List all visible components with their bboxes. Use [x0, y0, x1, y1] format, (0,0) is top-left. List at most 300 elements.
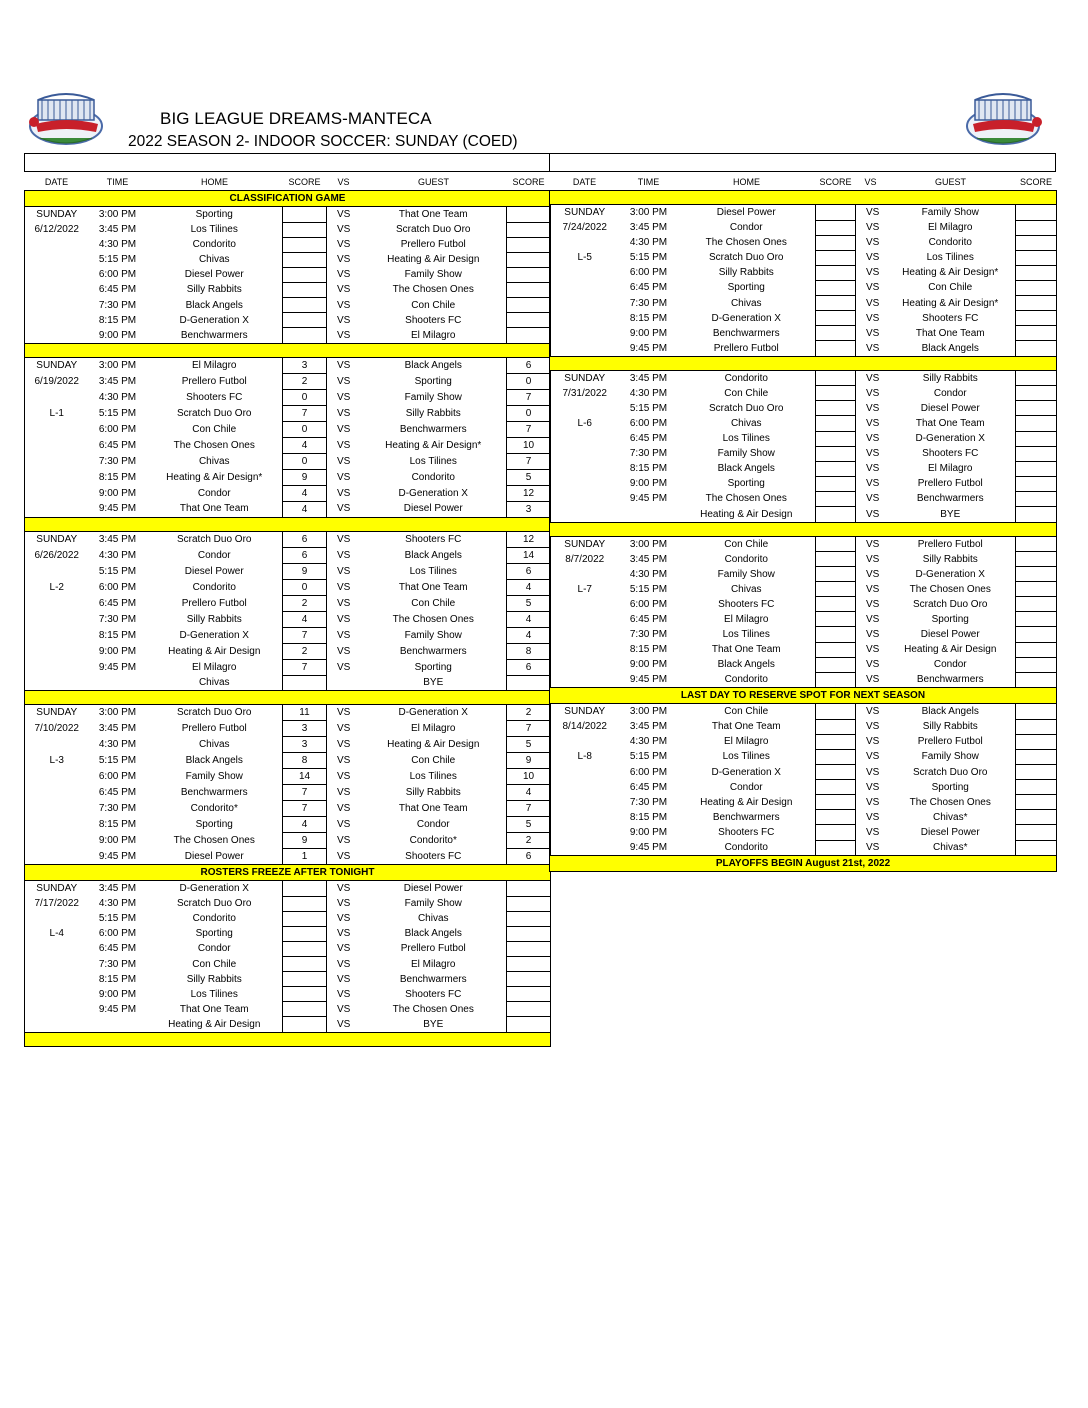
game-row [25, 753, 551, 769]
band-text: PLAYOFFS BEGIN August 21st, 2022 [550, 856, 1057, 872]
game-guest-score [1016, 280, 1057, 295]
game-guest: El Milagro [411, 958, 456, 970]
game-date: SUNDAY [550, 704, 620, 720]
game-home: Scratch Duo Oro [177, 533, 252, 545]
game-row [550, 672, 1057, 688]
left-header-box [24, 153, 550, 172]
game-date: 7/17/2022 [25, 896, 89, 911]
game-time: 9:45 PM [629, 493, 668, 505]
game-date: L-3 [25, 753, 89, 769]
game-guest-score: 5 [507, 595, 551, 611]
game-home-score: 0 [283, 453, 327, 469]
game-home-score: 7 [283, 785, 327, 801]
game-guest: D-Generation X [915, 433, 985, 445]
game-vs: VS [337, 597, 351, 609]
game-row [25, 547, 551, 563]
game-vs: VS [866, 312, 880, 324]
game-guest: That One Team [915, 327, 985, 339]
game-time: 5:15 PM [98, 913, 137, 925]
game-home-score: 4 [283, 437, 327, 453]
game-time: 6:45 PM [629, 613, 668, 625]
game-date: 7/24/2022 [550, 220, 620, 235]
game-guest: Benchwarmers [916, 493, 984, 505]
game-row [25, 389, 551, 405]
game-home-score: 11 [283, 705, 327, 721]
game-date: L-7 [550, 582, 620, 597]
game-time: 9:45 PM [629, 674, 668, 686]
game-row [25, 328, 551, 344]
game-guest: Diesel Power [403, 503, 463, 515]
game-home-score [283, 328, 327, 344]
game-guest: Shooters FC [922, 312, 979, 324]
game-vs: VS [337, 503, 351, 515]
game-vs: VS [866, 781, 880, 793]
game-time: 6:00 PM [98, 423, 137, 435]
game-row [550, 657, 1057, 672]
game-home-score [816, 265, 856, 280]
game-date [25, 627, 89, 643]
game-row [25, 849, 551, 865]
game-guest-score [1016, 205, 1057, 221]
game-vs: VS [337, 958, 351, 970]
game-vs: VS [337, 850, 351, 862]
game-date: 6/12/2022 [25, 222, 89, 237]
game-home-score [283, 881, 327, 897]
game-time: 7:30 PM [629, 796, 668, 808]
game-guest-score: 6 [507, 659, 551, 675]
game-home: The Chosen Ones [173, 439, 255, 451]
game-guest-score: 2 [507, 705, 551, 721]
game-guest: Silly Rabbits [405, 787, 461, 799]
game-guest: Condor [416, 819, 450, 831]
game-home: Benchwarmers [180, 329, 248, 341]
game-home: Sporting [195, 928, 233, 940]
game-date [550, 311, 620, 326]
game-time: 6:45 PM [98, 597, 137, 609]
game-guest-score [1016, 295, 1057, 310]
game-home: D-Generation X [179, 314, 249, 326]
game-home-score: 8 [283, 753, 327, 769]
game-home-score [816, 552, 856, 567]
game-home-score: 14 [283, 769, 327, 785]
game-home: Prellero Futbol [181, 375, 247, 387]
game-time: 9:00 PM [629, 826, 668, 838]
game-home-score [816, 341, 856, 357]
game-vs: VS [866, 508, 880, 520]
game-guest: Family Show [404, 629, 462, 641]
game-guest: Con Chile [411, 299, 456, 311]
game-time: 3:00 PM [98, 209, 137, 220]
game-row [550, 734, 1057, 749]
game-date: SUNDAY [25, 705, 89, 721]
game-home-score [283, 972, 327, 987]
game-guest-score [1016, 311, 1057, 326]
game-home: Chivas [198, 455, 230, 467]
game-row [25, 957, 551, 972]
game-date [25, 421, 89, 437]
game-vs: VS [337, 613, 351, 625]
game-home-score [816, 536, 856, 552]
game-home-score [816, 401, 856, 416]
game-time: 9:45 PM [98, 503, 137, 515]
game-date [550, 446, 620, 461]
column-header-guest-score: SCORE [1016, 175, 1057, 191]
game-home-score [283, 252, 327, 267]
game-time: 4:30 PM [629, 237, 668, 249]
game-guest: Chivas [417, 913, 449, 925]
game-guest: Sporting [414, 375, 452, 387]
game-home: Scratch Duo Oro [709, 402, 784, 414]
game-row [25, 926, 551, 941]
game-time: 8:15 PM [98, 819, 137, 831]
game-home: Heating & Air Design [700, 508, 793, 520]
game-guest: Shooters FC [405, 988, 462, 1000]
game-time: 7:30 PM [98, 803, 137, 815]
game-guest-score: 8 [507, 643, 551, 659]
game-vs: VS [866, 463, 880, 475]
game-home-score [816, 749, 856, 764]
game-guest: Scratch Duo Oro [913, 598, 988, 610]
game-home-score: 9 [283, 833, 327, 849]
game-guest-score [1016, 780, 1057, 795]
game-guest: Family Show [404, 391, 462, 403]
game-time: 5:15 PM [98, 755, 137, 767]
game-date [550, 507, 620, 523]
game-home-score [816, 220, 856, 235]
game-home: Prellero Futbol [181, 597, 247, 609]
game-vs: VS [337, 471, 351, 483]
game-row [550, 780, 1057, 795]
game-time: 6:00 PM [98, 269, 137, 281]
game-time: 6:45 PM [98, 284, 137, 296]
game-home-score [283, 1017, 327, 1033]
game-home-score [816, 370, 856, 386]
game-guest-score: 4 [507, 785, 551, 801]
game-date [550, 235, 620, 250]
game-row [25, 833, 551, 849]
game-time: 8:15 PM [98, 471, 137, 483]
game-date [25, 801, 89, 817]
game-date [25, 469, 89, 485]
game-date [550, 734, 620, 749]
game-guest-score: 7 [507, 801, 551, 817]
game-row [25, 627, 551, 643]
column-header-home-score: SCORE [816, 175, 856, 191]
game-home-score: 7 [283, 801, 327, 817]
game-row [550, 597, 1057, 612]
game-time: 7:30 PM [629, 448, 668, 460]
game-guest-score [1016, 825, 1057, 840]
game-vs: VS [337, 645, 351, 657]
game-home-score [816, 461, 856, 476]
game-guest: Los Tilines [409, 771, 457, 783]
game-home-score [816, 582, 856, 597]
game-guest: D-Generation X [915, 568, 985, 580]
game-guest: Benchwarmers [399, 423, 467, 435]
game-guest: Silly Rabbits [922, 553, 978, 565]
game-home: Chivas [730, 417, 762, 429]
game-home: Condorito [192, 581, 236, 593]
game-guest-score [1016, 765, 1057, 780]
game-vs: VS [866, 252, 880, 264]
game-time: 9:00 PM [98, 988, 137, 1000]
game-home-score: 0 [283, 579, 327, 595]
game-guest-score [1016, 326, 1057, 341]
game-guest: Sporting [931, 613, 969, 625]
game-date [550, 825, 620, 840]
game-time: 4:30 PM [629, 736, 668, 748]
game-guest-score: 6 [507, 849, 551, 865]
game-guest-score [507, 207, 551, 223]
game-home-score: 4 [283, 611, 327, 627]
game-guest-score: 4 [507, 627, 551, 643]
game-guest: The Chosen Ones [909, 796, 991, 808]
game-vs: VS [337, 487, 351, 499]
game-guest-score: 0 [507, 373, 551, 389]
game-guest: The Chosen Ones [392, 613, 474, 625]
game-row [25, 1002, 551, 1017]
game-row [25, 282, 551, 297]
game-home: Heating & Air Design [700, 796, 793, 808]
game-guest-score [1016, 416, 1057, 431]
game-row [25, 801, 551, 817]
game-date: 6/26/2022 [25, 547, 89, 563]
highlight-band [550, 856, 1057, 872]
game-home-score [283, 896, 327, 911]
game-home-score [816, 416, 856, 431]
highlight-band [550, 356, 1057, 370]
game-time: 9:45 PM [98, 1003, 137, 1015]
game-date [25, 328, 89, 344]
game-home-score [283, 1002, 327, 1017]
game-guest-score [1016, 627, 1057, 642]
game-date: SUNDAY [550, 370, 620, 386]
game-row [25, 1017, 551, 1033]
game-vs: VS [866, 402, 880, 414]
game-guest-score [1016, 672, 1057, 688]
game-home-score [816, 446, 856, 461]
game-guest-score: 9 [507, 753, 551, 769]
game-guest: Black Angels [404, 928, 462, 940]
game-guest: Chivas* [933, 842, 968, 853]
game-row [25, 501, 551, 517]
game-guest-score [1016, 370, 1057, 386]
game-date [25, 833, 89, 849]
game-home-score: 7 [283, 659, 327, 675]
game-vs: VS [337, 739, 351, 751]
game-guest: Condorito* [409, 835, 457, 847]
game-home: Scratch Duo Oro [177, 898, 252, 910]
game-guest-score [1016, 840, 1057, 856]
game-vs: VS [866, 811, 880, 823]
big-league-dreams-logo-right [963, 86, 1043, 150]
game-time: 8:15 PM [629, 644, 668, 656]
game-vs: VS [337, 391, 351, 403]
game-time: 6:00 PM [629, 267, 668, 279]
game-guest-score: 5 [507, 817, 551, 833]
game-date [25, 297, 89, 312]
game-vs: VS [866, 493, 880, 505]
game-guest-score [1016, 704, 1057, 720]
game-date [25, 501, 89, 517]
game-guest: Condorito [411, 471, 455, 483]
game-guest-score [507, 282, 551, 297]
game-home-score: 7 [283, 627, 327, 643]
game-row [25, 437, 551, 453]
game-home: Benchwarmers [712, 327, 780, 339]
game-row [550, 765, 1057, 780]
game-guest-score [1016, 476, 1057, 491]
game-vs: VS [866, 417, 880, 429]
game-home: Sporting [727, 478, 765, 490]
game-time: 4:30 PM [98, 391, 137, 403]
game-guest-score: 7 [507, 421, 551, 437]
game-guest: Los Tilines [926, 252, 974, 264]
game-home: Condorito [192, 913, 236, 925]
game-guest: Heating & Air Design* [902, 267, 999, 279]
game-time: 3:00 PM [629, 706, 668, 718]
game-guest: That One Team [398, 581, 468, 593]
game-row [550, 370, 1057, 386]
game-vs: VS [337, 913, 351, 925]
game-guest-score [1016, 657, 1057, 672]
game-vs: VS [866, 297, 880, 309]
game-date [25, 595, 89, 611]
game-guest: Heating & Air Design* [385, 439, 482, 451]
column-header-guest: GUEST [886, 175, 1016, 191]
game-date: L-4 [25, 926, 89, 941]
game-home: Diesel Power [184, 269, 244, 281]
game-row [550, 627, 1057, 642]
game-home: El Milagro [192, 359, 237, 371]
game-guest-score: 14 [507, 547, 551, 563]
game-guest-score [507, 881, 551, 897]
game-guest: Benchwarmers [916, 674, 984, 686]
game-vs: VS [337, 329, 351, 341]
game-vs: VS [337, 209, 351, 220]
game-home: Los Tilines [722, 751, 770, 763]
game-row [550, 461, 1057, 476]
game-home-score [816, 326, 856, 341]
game-row [550, 326, 1057, 341]
game-date: L-2 [25, 579, 89, 595]
game-date [550, 326, 620, 341]
game-vs: VS [866, 766, 880, 778]
game-time: 3:45 PM [98, 375, 137, 387]
game-home-score [816, 642, 856, 657]
game-date: L-5 [550, 250, 620, 265]
column-header-home-score: SCORE [283, 175, 327, 191]
game-vs: VS [337, 819, 351, 831]
game-time: 6:45 PM [98, 439, 137, 451]
game-date [25, 911, 89, 926]
game-date: SUNDAY [550, 536, 620, 552]
game-date [550, 612, 620, 627]
game-guest: BYE [423, 1018, 444, 1030]
column-header-row [25, 175, 551, 191]
game-guest: Benchwarmers [399, 645, 467, 657]
game-date [550, 765, 620, 780]
game-row [550, 280, 1057, 295]
game-home: El Milagro [724, 613, 769, 625]
game-guest-score [1016, 491, 1057, 506]
game-row [25, 705, 551, 721]
highlight-band [25, 865, 551, 881]
game-row [550, 536, 1057, 552]
game-row [25, 785, 551, 801]
game-time: 8:15 PM [98, 629, 137, 641]
game-date: SUNDAY [25, 881, 89, 897]
game-home: Silly Rabbits [718, 267, 774, 279]
game-row [25, 252, 551, 267]
game-row [550, 749, 1057, 764]
game-date [25, 282, 89, 297]
game-row [25, 405, 551, 421]
game-home-score: 6 [283, 547, 327, 563]
game-guest-score: 0 [507, 405, 551, 421]
game-guest: The Chosen Ones [909, 583, 991, 595]
band-text: CLASSIFICATION GAME [25, 191, 551, 207]
game-guest-score [1016, 597, 1057, 612]
column-header-vs: VS [327, 175, 361, 191]
game-date [550, 567, 620, 582]
game-time: 9:00 PM [98, 487, 137, 499]
game-guest: Shooters FC [405, 533, 462, 545]
game-home: Con Chile [724, 538, 769, 550]
game-time: 3:45 PM [98, 224, 137, 236]
game-guest-score [1016, 536, 1057, 552]
game-vs: VS [337, 771, 351, 783]
game-home-score [816, 795, 856, 810]
game-home: Condorito [724, 674, 768, 686]
game-vs [327, 675, 361, 691]
game-time: 4:30 PM [98, 739, 137, 751]
game-guest-score [1016, 250, 1057, 265]
game-guest-score [1016, 719, 1057, 734]
column-header-guest: GUEST [361, 175, 507, 191]
game-row [550, 567, 1057, 582]
game-date [550, 295, 620, 310]
game-row [550, 431, 1057, 446]
game-date [25, 785, 89, 801]
game-guest-score: 7 [507, 453, 551, 469]
game-home-score: 2 [283, 643, 327, 659]
game-home: Los Tilines [190, 224, 238, 236]
game-home: Scratch Duo Oro [177, 707, 252, 719]
band-text [550, 522, 1057, 536]
game-vs: VS [337, 439, 351, 451]
game-date [550, 810, 620, 825]
game-time: 9:00 PM [98, 329, 137, 341]
page-title: BIG LEAGUE DREAMS-MANTECA [160, 109, 432, 128]
game-vs: VS [866, 826, 880, 838]
game-time: 9:45 PM [98, 661, 137, 673]
game-home: Family Show [717, 448, 775, 460]
game-home: Los Tilines [722, 433, 770, 445]
game-guest: Prellero Futbol [400, 943, 466, 955]
game-guest: D-Generation X [398, 487, 468, 499]
game-vs: VS [866, 538, 880, 550]
game-home: Chivas [730, 297, 762, 309]
game-vs: VS [866, 327, 880, 339]
game-vs: VS [866, 706, 880, 718]
game-home: Diesel Power [716, 207, 776, 218]
game-vs: VS [866, 553, 880, 565]
game-date [550, 627, 620, 642]
game-time: 5:15 PM [98, 254, 137, 266]
game-guest: Scratch Duo Oro [913, 766, 988, 778]
game-guest: Prellero Futbol [917, 736, 983, 748]
